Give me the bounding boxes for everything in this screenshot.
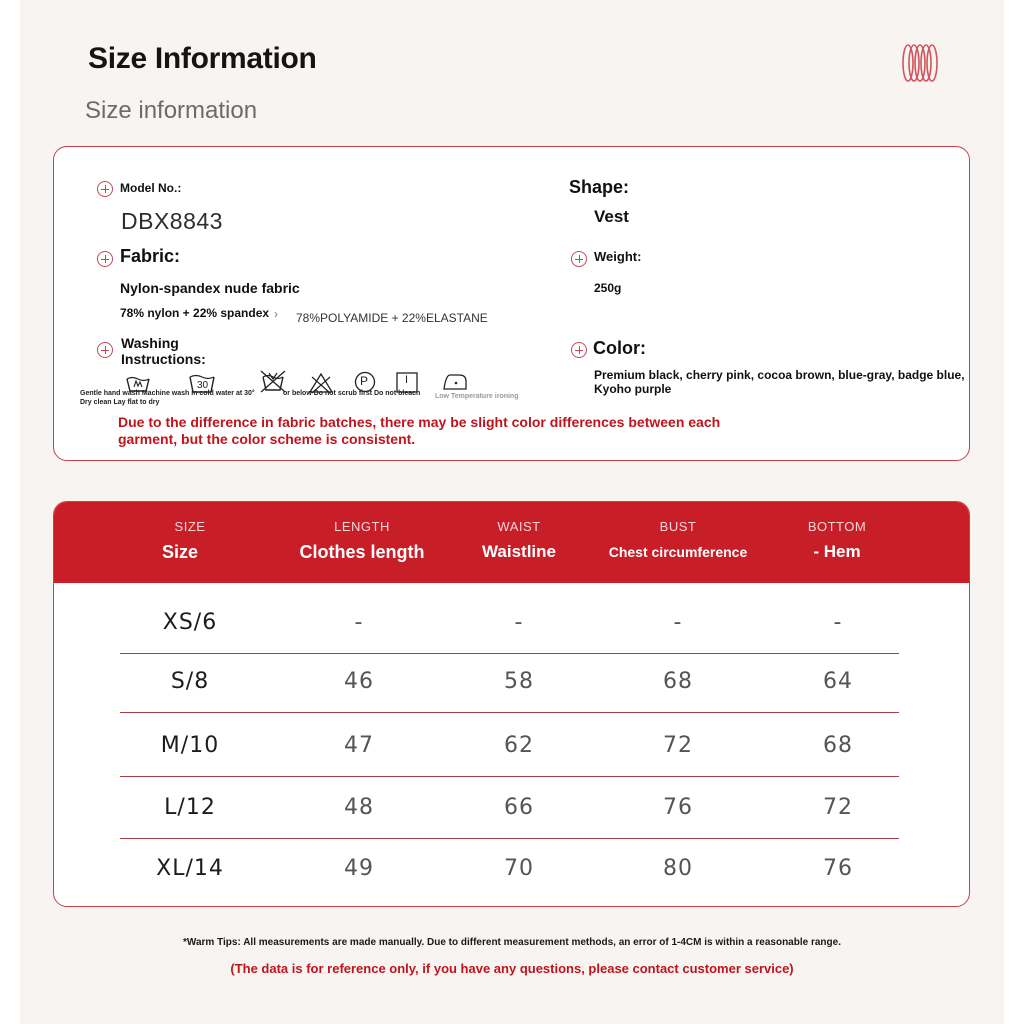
cell-bust: 80	[663, 856, 693, 881]
column-header-small: BOTTOM	[807, 519, 867, 534]
size-table	[53, 501, 970, 907]
notice-line2: garment, but the color scheme is consistent.	[118, 431, 416, 447]
table-header	[54, 502, 969, 583]
column-header-bottom	[754, 502, 920, 583]
cell-waist: 66	[504, 795, 534, 820]
column-header-small: LENGTH	[334, 519, 390, 534]
cell-length: 48	[344, 795, 374, 820]
cell-hem: 72	[823, 795, 853, 820]
cell-size: XS/6	[162, 610, 218, 635]
wash-caption-line1b: or below Do not scrub first Do not bleach	[283, 390, 421, 397]
dry-clean-letter: P	[360, 374, 369, 388]
model-label: Model No.:	[120, 181, 182, 195]
table-row	[120, 715, 899, 777]
cell-bust: -	[673, 610, 683, 635]
column-header-big: Size	[161, 542, 199, 562]
page-title: Size Information	[88, 42, 317, 75]
color-value-line2: Kyoho purple	[594, 382, 672, 396]
cell-waist: 70	[504, 856, 534, 881]
color-value-line1: Premium black, cherry pink, cocoa brown, blue-gray, badge blue,	[594, 368, 965, 382]
column-header-small: WAIST	[497, 519, 541, 534]
cell-hem: 68	[823, 733, 853, 758]
cell-size: XL/14	[156, 856, 224, 881]
wash-caption-line1a: Gentle hand wash Machine wash in cold water at 30°	[80, 390, 255, 397]
product-info-card	[53, 146, 970, 461]
cell-length: 47	[344, 733, 374, 758]
shape-label: Shape:	[569, 177, 630, 197]
table-row	[120, 777, 899, 839]
plus-circle-icon	[97, 342, 113, 358]
column-header-big: Chest circumference	[608, 544, 748, 560]
fabric-value: Nylon-spandex nude fabric	[120, 280, 300, 296]
table-row	[120, 651, 899, 713]
fabric-composition-alt: 78%POLYAMIDE + 22%ELASTANE	[296, 311, 488, 325]
color-label: Color:	[593, 338, 646, 358]
column-header-big: - Hem	[813, 542, 861, 561]
cell-hem: 64	[823, 669, 853, 694]
cell-size: L/12	[164, 795, 216, 820]
table-row	[120, 592, 899, 654]
cell-waist: 62	[504, 733, 534, 758]
column-header-big: Waistline	[482, 542, 556, 561]
cell-bust: 76	[663, 795, 693, 820]
plus-circle-icon	[97, 251, 113, 267]
plus-circle-icon	[571, 342, 587, 358]
warm-tips-text: *Warm Tips: All measurements are made manually. Due to different measurement methods, an error of 1-4CM is within a reasonable range.	[183, 937, 841, 948]
fabric-label: Fabric:	[120, 246, 181, 266]
column-header-small: SIZE	[174, 519, 206, 534]
table-row	[120, 838, 899, 900]
cell-waist: -	[514, 610, 524, 635]
cell-bust: 68	[663, 669, 693, 694]
lay-flat-mark: I	[405, 374, 409, 386]
wash-caption-iron: Low Temperature ironing	[435, 393, 519, 400]
fabric-composition: 78% nylon + 22% spandex	[120, 306, 270, 320]
low-iron-icon	[441, 369, 469, 393]
reference-note-text: (The data is for reference only, if you have any questions, please contact customer service)	[230, 961, 794, 976]
cell-length: 49	[344, 856, 374, 881]
cell-hem: -	[833, 610, 843, 635]
row-divider	[120, 712, 899, 713]
column-header-small: BUST	[659, 519, 697, 534]
cell-hem: 76	[823, 856, 853, 881]
cell-waist: 58	[504, 669, 534, 694]
shape-value: Vest	[594, 207, 629, 226]
column-header-big: Clothes length	[299, 542, 425, 562]
cell-size: S/8	[170, 669, 210, 694]
column-header-bust	[586, 502, 770, 583]
wash-caption-line2: Dry clean Lay flat to dry	[80, 399, 160, 406]
arrow-right-icon: ›	[274, 307, 278, 321]
model-value: DBX8843	[121, 208, 223, 234]
wash-temp-text: 30	[197, 380, 209, 391]
weight-value: 250g	[594, 281, 622, 295]
plus-circle-icon	[97, 181, 113, 197]
color-difference-notice	[118, 414, 778, 448]
cell-length: 46	[344, 669, 374, 694]
cell-length: -	[354, 610, 364, 635]
column-header-waist	[426, 502, 612, 583]
washing-label-line2: Instructions:	[121, 351, 206, 367]
washing-label-line1: Washing	[121, 335, 179, 351]
plus-circle-icon	[571, 251, 587, 267]
notice-line1: Due to the difference in fabric batches, there may be slight color differences between each	[118, 414, 721, 430]
weight-label: Weight:	[594, 249, 642, 264]
cell-size: M/10	[160, 733, 220, 758]
cell-bust: 72	[663, 733, 693, 758]
page-subtitle: Size information	[85, 97, 258, 124]
brand-rings-icon	[898, 42, 942, 84]
